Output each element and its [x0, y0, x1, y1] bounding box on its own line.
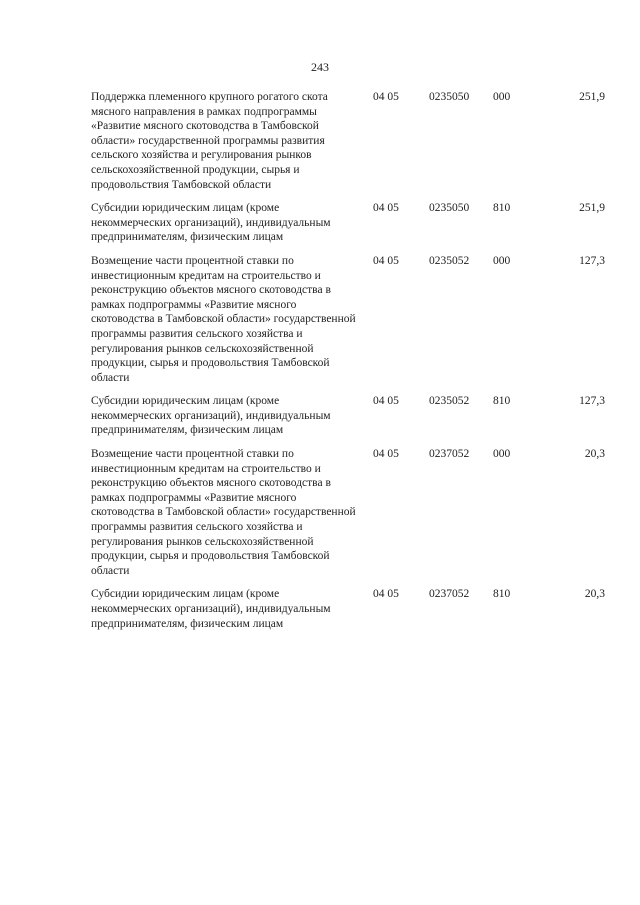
section-code: 04 05: [373, 588, 399, 601]
expense-name: Поддержка племенного крупного рогатого скота мясного направления в рамках подпрограммы «Развитие мясного скотоводства в Тамбовской области» государственной программы развития сельского хозяйства и регулирования рынков сельскохозяйственной продукции, сырья и продовольствия Тамбовской области: [91, 91, 328, 191]
target-article-code: 0235052: [429, 395, 470, 408]
target-article-code: 0235052: [429, 254, 470, 267]
budget-table-body: [91, 90, 605, 640]
expense-type-code: 810: [493, 202, 511, 215]
page-number: 243: [311, 60, 329, 74]
table-row: [91, 447, 605, 587]
section-code: 04 05: [373, 254, 399, 267]
target-article-code: 0237052: [429, 588, 470, 601]
expense-type-code: 000: [493, 91, 511, 103]
section-code: 04 05: [373, 202, 399, 215]
amount: 20,3: [584, 588, 605, 601]
expense-name: Возмещение части процентной ставки по инвестиционным кредитам на строительство и реконструкцию объектов мясного скотоводства в рамках подпрограммы «Развитие мясного скотоводства в Тамбовской области» государственной программы развития сельского хозяйства и регулирования рынков сельскохозяйственной продукции, сырья и продовольствия Тамбовской области: [91, 254, 356, 384]
expense-type-code: 810: [493, 588, 511, 601]
budget-table: [91, 90, 605, 640]
section-code: 04 05: [373, 448, 399, 461]
expense-type-code: 000: [493, 448, 511, 461]
expense-type-code: 810: [493, 395, 511, 408]
table-row: [91, 394, 605, 447]
table-row: [91, 90, 605, 201]
amount: 127,3: [579, 254, 605, 267]
expense-name: Субсидии юридическим лицам (кроме некоммерческих организаций), индивидуальным предпринимателям, физическим лицам: [91, 395, 331, 437]
target-article-code: 0235050: [429, 91, 470, 103]
target-article-code: 0237052: [429, 448, 470, 461]
target-article-code: 0235050: [429, 202, 470, 215]
table-row: [91, 587, 605, 640]
amount: 20,3: [584, 448, 605, 461]
amount: 251,9: [579, 91, 605, 103]
section-code: 04 05: [373, 395, 399, 408]
table-row: [91, 201, 605, 254]
expense-name: Субсидии юридическим лицам (кроме некоммерческих организаций), индивидуальным предпринимателям, физическим лицам: [91, 588, 331, 630]
section-code: 04 05: [373, 91, 399, 103]
expense-name: Субсидии юридическим лицам (кроме некоммерческих организаций), индивидуальным предпринимателям, физическим лицам: [91, 202, 331, 244]
amount: 127,3: [579, 395, 605, 408]
table-row: [91, 254, 605, 394]
amount: 251,9: [579, 202, 605, 215]
expense-type-code: 000: [493, 254, 511, 267]
expense-name: Возмещение части процентной ставки по инвестиционным кредитам на строительство и реконструкцию объектов мясного скотоводства в рамках подпрограммы «Развитие мясного скотоводства в Тамбовской области» государственной программы развития сельского хозяйства и регулирования рынков сельскохозяйственной продукции, сырья и продовольствия Тамбовской области: [91, 448, 356, 577]
